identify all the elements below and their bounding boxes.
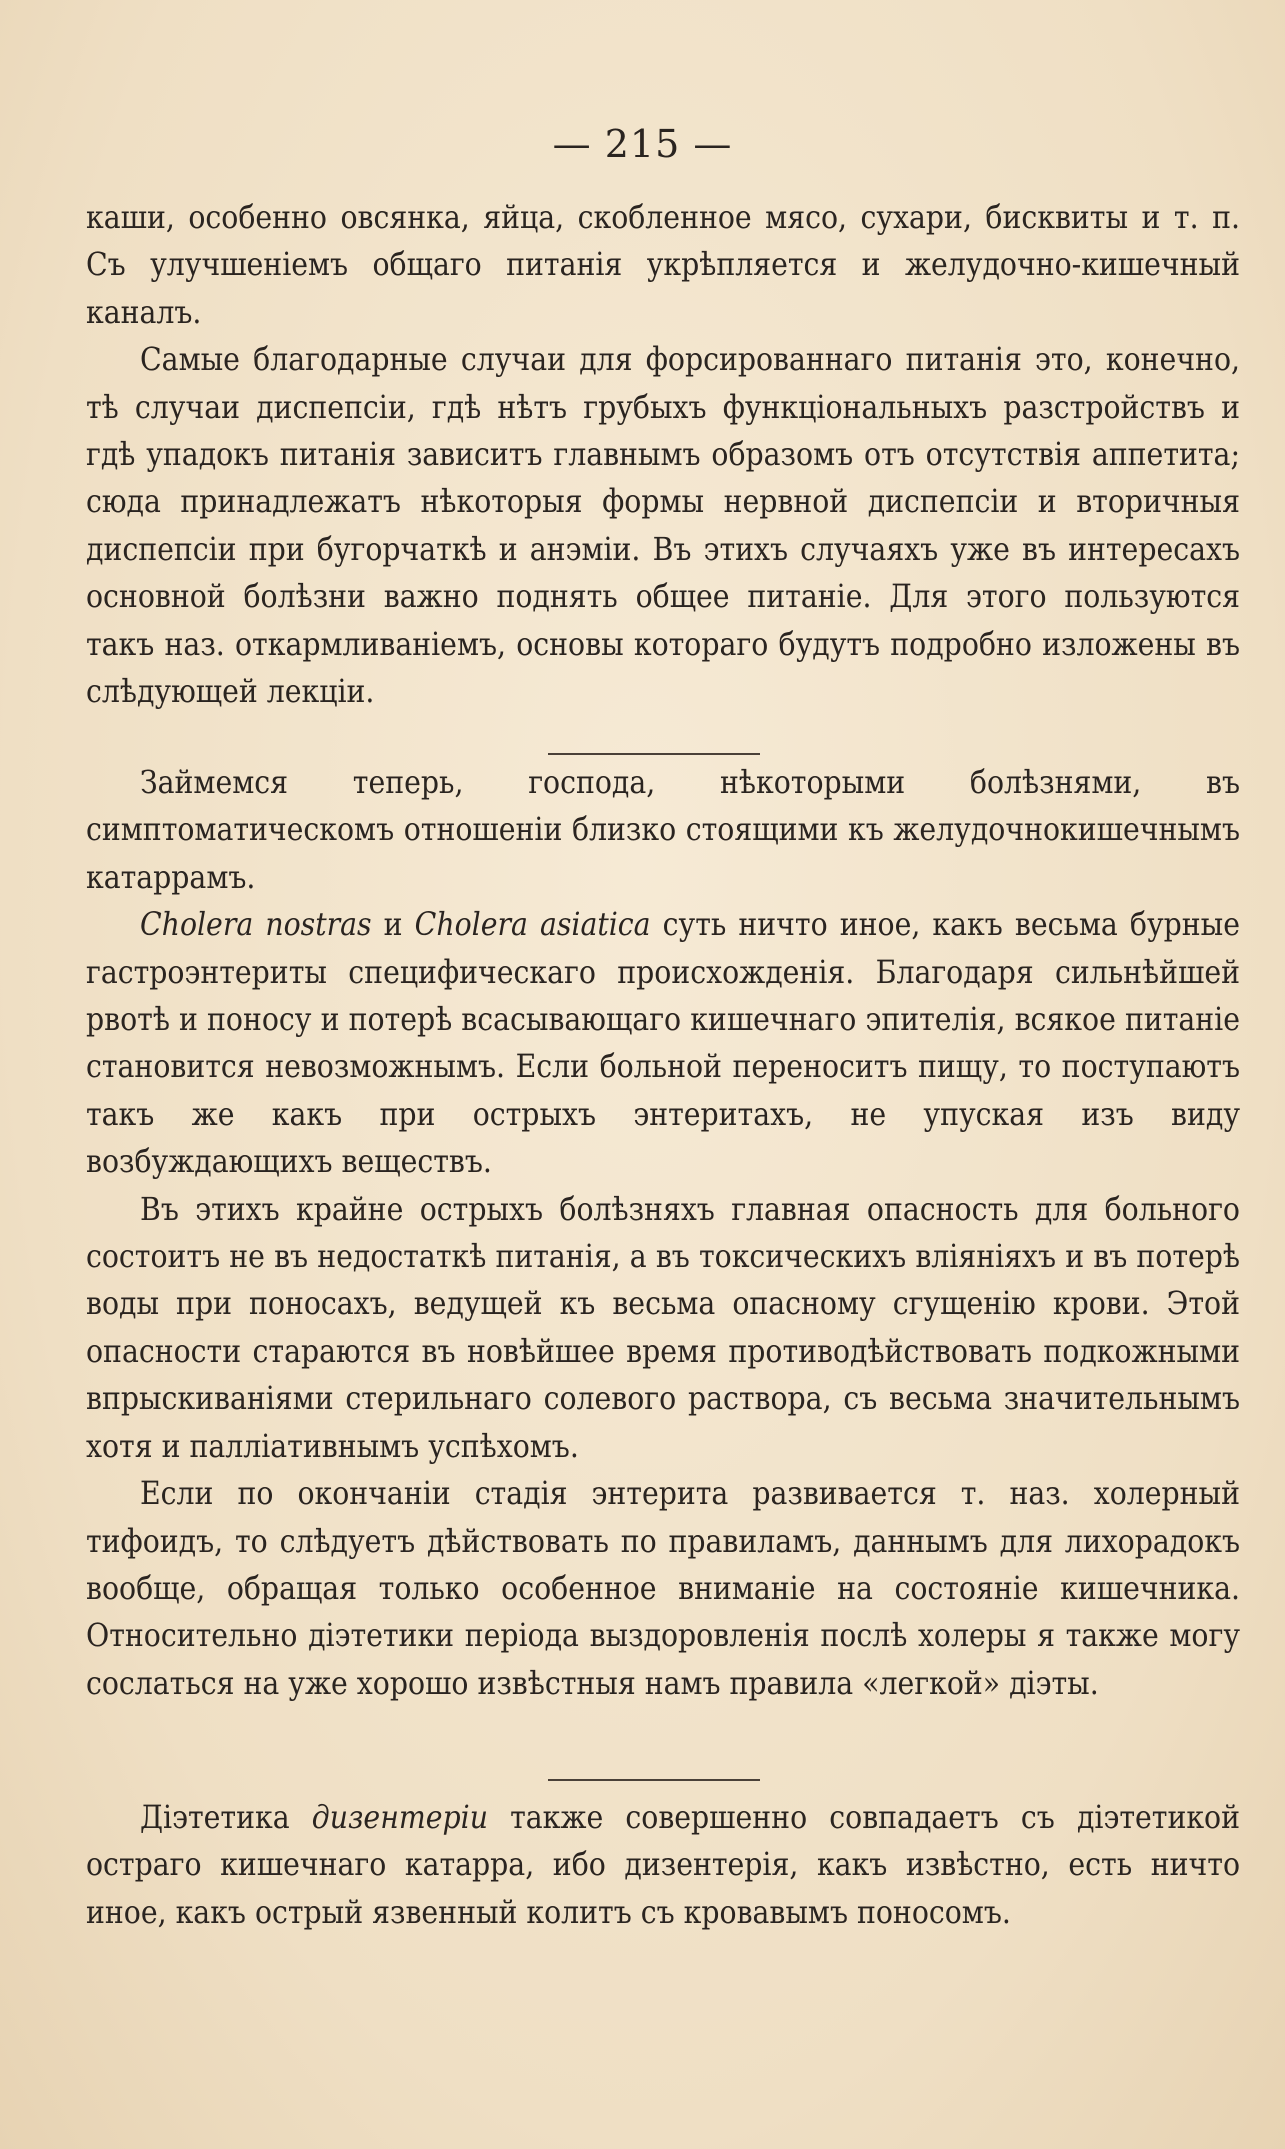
term-cholera-asiatica: Cholera asiatica (414, 907, 651, 944)
text-section-1 (86, 195, 1240, 716)
page-number: — 215 — (552, 122, 733, 166)
section-separator (548, 1779, 760, 1781)
term-dysentery: дизентеріи (311, 1800, 488, 1836)
text-section-3 (86, 1795, 1240, 1937)
text-section-2 (86, 760, 1240, 1708)
paragraph-5: Въ этихъ крайне острыхъ болѣзняхъ главная опасность для больного состоитъ не въ недостаткѣ питанія, а въ токсическихъ вліяніяхъ и въ потерѣ воды при поносахъ, ведущей къ весьма опасному сгущенію крови. Этой опасности стараются въ новѣйшее время противодѣйствовать подкожными впрыскиваніями стерильнаго солевого раствора, съ весьма значительнымъ хотя и палліативнымъ успѣхомъ. (86, 1191, 1240, 1465)
paragraph-7-text: также совершенно совпадаетъ съ діэтетикой остраго кишечнаго катарра, ибо дизентерія, какъ извѣстно, есть ничто иное, какъ острый язвенный колитъ съ кровавымъ поносомъ. (86, 1800, 1241, 1931)
paragraph-7 (86, 1795, 1240, 1937)
section-separator (548, 753, 760, 755)
paragraph-2: Самые благодарные случаи для форсированнаго питанія это, конечно, тѣ случаи диспепсіи, гдѣ нѣтъ грубыхъ функціональныхъ разстройствъ и гдѣ упадокъ питанія зависитъ главнымъ образомъ отъ отсутствія аппетита; сюда принадлежатъ нѣкоторыя формы нервной диспепсіи и вторичныя диспепсіи при бугорчаткѣ и анэміи. Въ этихъ случаяхъ уже въ интересахъ основной болѣзни важно поднять общее питаніе. Для этого пользуются такъ наз. откармливаніемъ, основы котораго будутъ подробно изложены въ слѣдующей лекціи. (86, 342, 1240, 711)
paragraph-1: каши, особенно овсянка, яйца, скобленное мясо, сухари, бисквиты и т. п. Съ улучшеніемъ общаго питанія укрѣпляется и желудочно-кишечный каналъ. (86, 200, 1240, 331)
paragraph-7-start: Діэтетика (140, 1800, 312, 1836)
paragraph-3: Займемся теперь, господа, нѣкоторыми болѣзнями, въ симптоматическомъ отношеніи близко стоящими къ желудочнокишечнымъ катаррамъ. (86, 765, 1240, 896)
paragraph-6: Если по окончаніи стадія энтерита развивается т. наз. холерный тифоидъ, то слѣдуетъ дѣйствовать по правиламъ, даннымъ для лихорадокъ вообще, обращая только особенное вниманіе на состояніе кишечника. Относительно діэтетики періода выздоровленія послѣ холеры я также могу сослаться на уже хорошо извѣстныя намъ правила «легкой» діэты. (86, 1476, 1240, 1702)
conjunction: и (371, 907, 415, 944)
paragraph-4-text: суть ничто иное, какъ весьма бурные гастроэнтериты специфическаго происхожденія. Благодаря сильнѣйшей рвотѣ и поносу и потерѣ всасывающаго кишечнаго эпителія, всякое питаніе становится невозможнымъ. Если больной переноситъ пищу, то поступаютъ такъ же какъ при острыхъ энтеритахъ, не упуская изъ виду возбуждающихъ веществъ. (86, 907, 1240, 1181)
term-cholera-nostras: Cholera nostras (140, 907, 372, 944)
paragraph-4 (86, 902, 1240, 1186)
